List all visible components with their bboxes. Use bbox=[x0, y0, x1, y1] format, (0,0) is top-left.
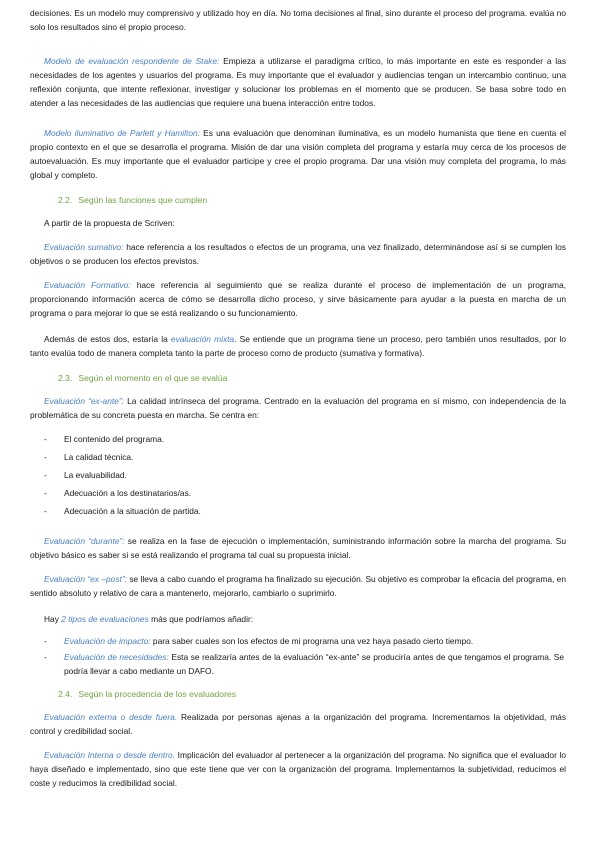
section-heading-2-3 bbox=[58, 372, 227, 384]
paragraph-expost bbox=[30, 572, 566, 600]
paragraph-text: A partir de la propuesta de Scriven: bbox=[44, 218, 175, 228]
list-item-text: El contenido del programa. bbox=[64, 434, 165, 444]
paragraph-cipp-end bbox=[30, 6, 566, 34]
paragraph-text: Empieza a utilizarse el paradigma crítico, lo más importante en este es responder a las necesidades de los agentes y usuarios del programa. Es muy importante que el evaluador y audiencias tengan un intercambio continuo, una reflexión conjunta, que intente reflexionar, investigar y solucionar los problemas en el momento que se producen. Se basa sobre todo en atender a las necesidades de las audiencias que requiere una buena interacción entre todos. bbox=[30, 56, 567, 108]
list-item bbox=[44, 634, 564, 648]
term-sumativo: Evaluación sumativo: bbox=[44, 242, 124, 252]
dash-bullet: - bbox=[44, 452, 47, 462]
list-item-text: La calidad técnica. bbox=[64, 452, 134, 462]
term-expost: Evaluación “ex –post”: bbox=[44, 574, 127, 584]
list-item-text: La evaluabilidad. bbox=[64, 470, 127, 480]
list-item-text: Adecuación a la situación de partida. bbox=[64, 506, 201, 516]
paragraph-text: hace referencia a los resultados o efectos de un programa, una vez finalizado, determinándose así si se cumplen los objetivos o se producen los efectos previstos. bbox=[30, 242, 566, 266]
dash-bullet: - bbox=[44, 506, 47, 516]
term-impacto: Evaluación de impacto: bbox=[64, 636, 151, 646]
paragraph-text: La calidad intrínseca del programa. Centrado en la evaluación del programa en sí mismo, con independencia de la problemática de su concreta puesta en marcha. Se centra en: bbox=[30, 396, 566, 420]
paragraph-text: decisiones. Es un modelo muy comprensivo y utilizado hoy en día. No toma decisiones al final, sino durante el proceso del programa. evalúa no solo los resultados sino el propio proceso. bbox=[30, 8, 566, 32]
paragraph-text: Es una evaluación que denominan iluminativa, es un modelo humanista que tiene en cuenta el propio contexto en el que se desarrolla el programa. Misión de dar una visión completa del programa y estaría muy cerca de los procesos de autoevaluación. Es muy importante que el evaluador participe y cree el propio programa. Dar una visión muy completa del programa, lo más global y completo. bbox=[30, 128, 566, 180]
tipos-list bbox=[44, 634, 564, 678]
section-number: 2.2. bbox=[58, 195, 73, 205]
section-title: Según el momento en el que se evalúa bbox=[78, 373, 228, 383]
term-formativo: Evaluación Formativo: bbox=[44, 280, 131, 290]
term-durante: Evaluación “durante”: bbox=[44, 536, 125, 546]
list-item bbox=[44, 432, 564, 446]
paragraph-sumativo bbox=[30, 240, 566, 268]
list-item-text: Adecuación a los destinatarios/as. bbox=[64, 488, 192, 498]
term-necesidades: Evaluación de necesidades: bbox=[64, 652, 169, 662]
paragraph-text: se lleva a cabo cuando el programa ha finalizado su ejecución. Su objetivo es comprobar la eficacia del programa, en sentido absoluto y relativo de cara a mantenerlo, mejorarlo, cambiarlo o suprimirlo. bbox=[30, 574, 566, 598]
paragraph-interna bbox=[30, 748, 566, 790]
paragraph-parlett bbox=[30, 126, 566, 182]
paragraph-text: se realiza en la fase de ejecución o implementación, suministrando información sobre la marcha del programa. Su objetivo básico es saber si se está realizando el programa tal cual su propuesta inicial. bbox=[30, 536, 566, 560]
paragraph-text: más que podríamos añadir: bbox=[148, 614, 254, 624]
paragraph-durante bbox=[30, 534, 566, 562]
paragraph-mixta bbox=[30, 332, 566, 360]
term-interna: Evaluación Interna o desde dentro. bbox=[44, 750, 176, 760]
term-tipos: 2 tipos de evaluaciones bbox=[61, 614, 149, 624]
paragraph-exante bbox=[30, 394, 566, 422]
paragraph-text: Implicación del evaluador al pertenecer a la organización del programa. No significa que el evaluador lo haya diseñado e implementado, sino que este tiene que ver con la organización del programa. Implementamos la subjetividad, reducimos el coste y reducimos la credibilidad social. bbox=[30, 750, 566, 788]
section-title: Según la procedencia de los evaluadores bbox=[78, 689, 237, 699]
paragraph-text: hace referencia al seguimiento que se realiza durante el proceso de implementación de un programa, proporcionando información acerca de cómo se desarrolla dicho proceso, y sirve básicamente para ayudar a la puesta en marcha de un programa o para mejorar lo que se está realizando o su funcionamiento. bbox=[30, 280, 566, 318]
dash-bullet: - bbox=[44, 488, 47, 498]
paragraph-scriven bbox=[30, 216, 566, 230]
term-exante: Evaluación “ex-ante”: bbox=[44, 396, 124, 406]
paragraph-text: . Se entiende que un programa tiene un proceso, pero también unos resultados, por lo tanto evalúa todo de manera completa tanto la parte de proceso como de producto (sumativa y formativa). bbox=[30, 334, 566, 358]
list-item bbox=[44, 650, 564, 678]
dash-bullet: - bbox=[44, 636, 47, 646]
paragraph-text: Además de estos dos, estaría la bbox=[44, 334, 171, 344]
list-item bbox=[44, 486, 564, 500]
paragraph-externa bbox=[30, 710, 566, 738]
term-mixta: evaluación mixta bbox=[170, 334, 235, 344]
section-number: 2.3. bbox=[58, 373, 73, 383]
dash-bullet: - bbox=[44, 470, 47, 480]
section-heading-2-2 bbox=[58, 194, 207, 206]
term-externa: Evaluación externa o desde fuera. bbox=[44, 712, 178, 722]
term-stake: Modelo de evaluación respondente de Stake: bbox=[44, 56, 220, 66]
dash-bullet: - bbox=[44, 434, 47, 444]
section-number: 2.4. bbox=[58, 689, 73, 699]
paragraph-text: Hay bbox=[44, 614, 62, 624]
list-item bbox=[44, 504, 564, 518]
list-item-text: para saber cuales son los efectos de mi programa una vez haya pasado cierto tiempo. bbox=[150, 636, 474, 646]
paragraph-text: Realizada por personas ajenas a la organización del programa. Incrementamos la objetividad, más control y credibilidad social. bbox=[30, 712, 567, 736]
paragraph-tipos bbox=[30, 612, 566, 626]
list-item-text: Esta se realizaría antes de la evaluación “ex-ante” se produciría antes de que tengamos el programa. Se podría llevar a cabo mediante un DAFO. bbox=[64, 652, 565, 676]
section-title: Según las funciones que cumplen bbox=[78, 195, 208, 205]
section-heading-2-4 bbox=[58, 688, 236, 700]
list-item bbox=[44, 450, 564, 464]
dash-bullet: - bbox=[44, 652, 47, 662]
paragraph-stake bbox=[30, 54, 566, 110]
term-parlett: Modelo iluminativo de Parlett y Hamilton: bbox=[44, 128, 200, 138]
list-item bbox=[44, 468, 564, 482]
exante-list bbox=[44, 432, 564, 518]
paragraph-formativo bbox=[30, 278, 566, 320]
